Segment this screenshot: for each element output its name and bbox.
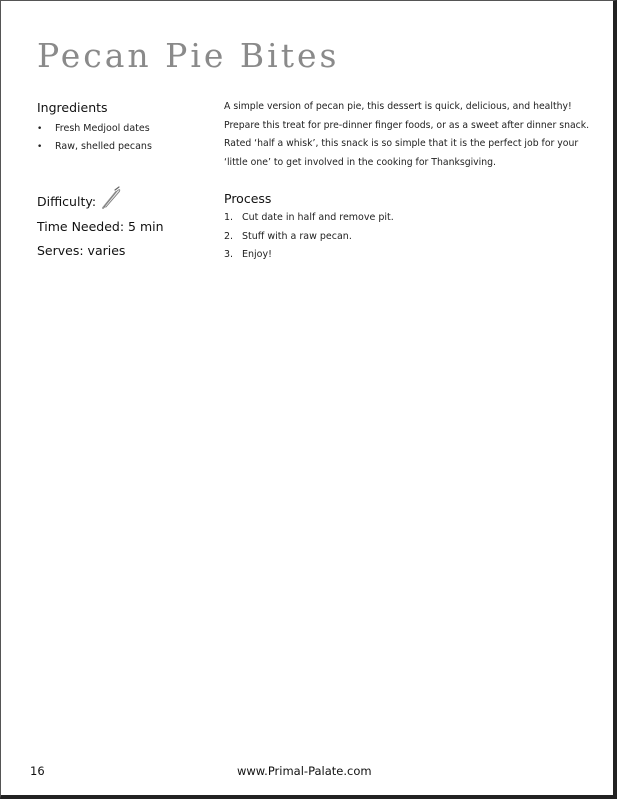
bullet-icon: • xyxy=(37,142,43,152)
intro-paragraph xyxy=(224,98,594,172)
half-whisk-icon xyxy=(100,186,122,210)
ingredients-list xyxy=(37,120,207,156)
list-item xyxy=(37,138,207,156)
step-number: 1. xyxy=(224,212,234,224)
intro-line: Rated ‘half a whisk’, this snack is so simple that it is the perfect job for your xyxy=(224,138,579,150)
ingredients-section xyxy=(37,100,207,156)
intro-line: A simple version of pecan pie, this dessert is quick, delicious, and healthy! xyxy=(224,101,572,112)
process-list xyxy=(224,209,594,265)
ingredient-text: Raw, shelled pecans xyxy=(55,141,152,152)
serves: Serves: varies xyxy=(37,243,126,258)
page-number: 16 xyxy=(30,764,45,778)
recipe-sidebar xyxy=(37,100,207,264)
recipe-main xyxy=(224,98,594,265)
process-heading: Process xyxy=(224,191,272,207)
intro-line: ‘little one’ to get involved in the cooking for Thanksgiving. xyxy=(224,156,497,168)
difficulty-label: Difficulty: xyxy=(37,194,97,209)
recipe-meta xyxy=(37,190,207,264)
ingredients-heading: Ingredients xyxy=(37,100,108,115)
list-item xyxy=(224,228,594,247)
footer-url: www.Primal-Palate.com xyxy=(237,764,372,778)
step-text: Enjoy! xyxy=(242,249,272,261)
process-section xyxy=(224,191,594,265)
bullet-icon: • xyxy=(37,124,43,134)
time-needed: Time Needed: 5 min xyxy=(37,218,164,234)
page-title: Pecan Pie Bites xyxy=(37,36,340,75)
list-item xyxy=(224,246,594,265)
step-text: Cut date in half and remove pit. xyxy=(242,212,394,224)
step-text: Stuff with a raw pecan. xyxy=(242,230,352,242)
list-item xyxy=(37,120,207,138)
difficulty-row xyxy=(37,190,207,215)
step-number: 3. xyxy=(224,249,234,261)
ingredient-text: Fresh Medjool dates xyxy=(55,123,150,134)
list-item xyxy=(224,209,594,228)
intro-line: Prepare this treat for pre-dinner finger foods, or as a sweet after dinner snack. xyxy=(224,119,590,131)
step-number: 2. xyxy=(224,230,234,242)
